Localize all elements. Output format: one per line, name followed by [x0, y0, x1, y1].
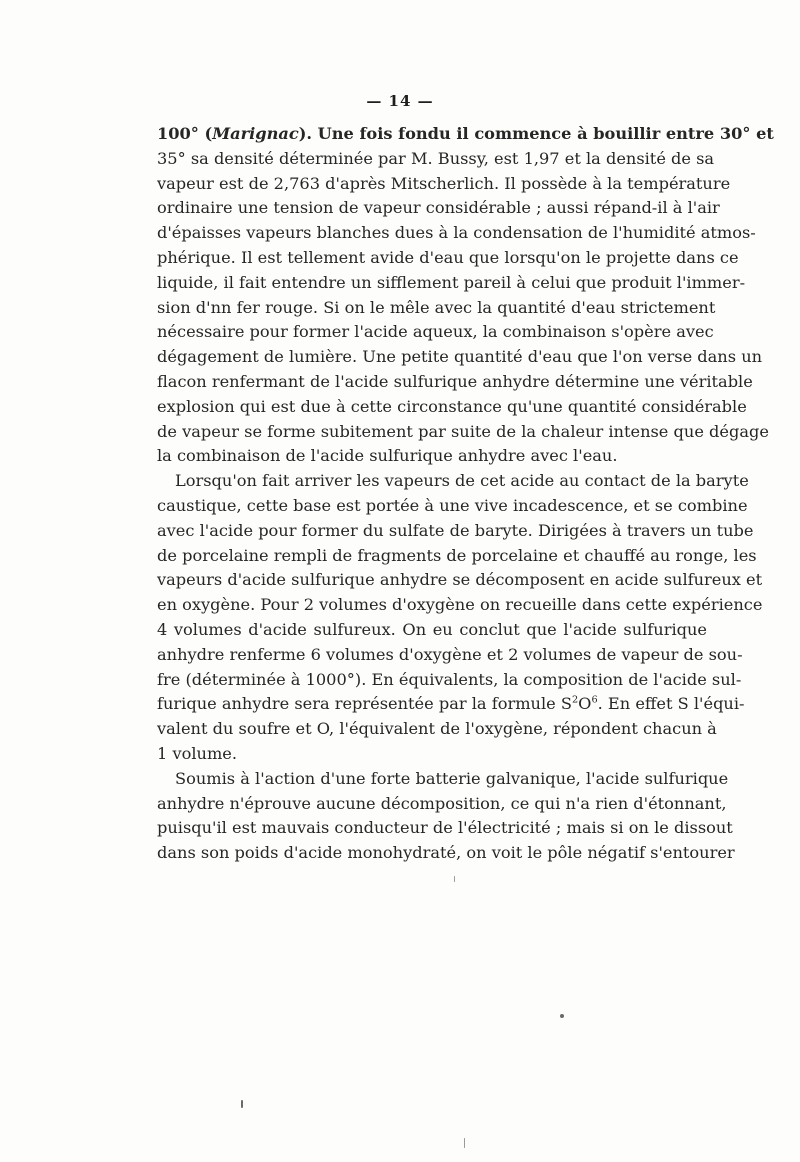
text-line: d'épaisses vapeurs blanches dues à la condensation de l'humidité atmos-: [157, 223, 756, 243]
text-line: avec l'acide pour former du sulfate de baryte. Dirigées à travers un tube: [157, 520, 754, 540]
text-line: de porcelaine rempli de fragments de porcelaine et chauffé au ronge, les: [157, 545, 757, 565]
text-line: en oxygène. Pour 2 volumes d'oxygène on recueille dans cette expérience: [157, 595, 763, 615]
text-line: 100° (Marignac). Une fois fondu il commence à bouillir entre 30° et: [157, 124, 774, 143]
text-line: valent du soufre et O, l'équivalent de l'oxygène, répondent chacun à: [157, 719, 717, 739]
text-line: explosion qui est due à cette circonstance qu'une quantité considérable: [157, 396, 747, 416]
text-line: caustique, cette base est portée à une vive incadescence, et se combine: [157, 495, 748, 515]
paper-speck: [241, 1100, 243, 1108]
text-line: anhydre renferme 6 volumes d'oxygène et 2 volumes de vapeur de sou-: [157, 644, 743, 664]
text-line: la combinaison de l'acide sulfurique anhydre avec l'eau.: [157, 446, 618, 466]
text-line: nécessaire pour former l'acide aqueux, la combinaison s'opère avec: [157, 322, 714, 342]
text-line: furique anhydre sera représentée par la formule $S^2O^6$. En effet S l'équi-: [157, 694, 745, 714]
text-line: sion d'nn fer rouge. Si on le mêle avec la quantité d'eau strictement: [157, 297, 716, 317]
paper-speck: [454, 876, 455, 882]
text-line: 1 volume.: [157, 743, 238, 763]
text-line: vapeurs d'acide sulfurique anhydre se décomposent en acide sulfureux et: [157, 570, 763, 590]
paper-speck: [560, 1014, 564, 1018]
text-line: anhydre n'éprouve aucune décomposition, ce qui n'a rien d'étonnant,: [157, 793, 727, 813]
text-line: Soumis à l'action d'une forte batterie galvanique, l'acide sulfurique: [175, 768, 729, 788]
body-text: [157, 122, 774, 866]
text-line: 35° sa densité déterminée par M. Bussy, est 1,97 et la densité de sa: [157, 148, 715, 168]
text-line: ordinaire une tension de vapeur considérable ; aussi répand-il à l'air: [157, 198, 720, 218]
page-number: — 14 —: [366, 92, 434, 110]
text-line: liquide, il fait entendre un sifflement pareil à celui que produit l'immer-: [157, 272, 746, 292]
text-line: Lorsqu'on fait arriver les vapeurs de cet acide au contact de la baryte: [175, 471, 749, 491]
text-line: dans son poids d'acide monohydraté, on voit le pôle négatif s'entourer: [157, 843, 735, 863]
text-line: phérique. Il est tellement avide d'eau que lorsqu'on le projette dans ce: [157, 247, 739, 267]
paper-speck: [464, 1138, 465, 1148]
text-line: puisqu'il est mauvais conducteur de l'électricité ; mais si on le dissout: [157, 818, 733, 838]
text-line: dégagement de lumière. Une petite quantité d'eau que l'on verse dans un: [157, 347, 763, 367]
text-line: flacon renfermant de l'acide sulfurique anhydre détermine une véritable: [157, 371, 753, 391]
text-line: 4 volumes d'acide sulfureux. On eu conclut que l'acide sulfurique: [157, 619, 707, 639]
text-line: vapeur est de 2,763 d'après Mitscherlich. Il possède à la température: [157, 173, 731, 193]
text-line: de vapeur se forme subitement par suite de la chaleur intense que dégage: [157, 421, 769, 441]
text-line: fre (déterminée à 1000°). En équivalents, la composition de l'acide sul-: [157, 669, 742, 689]
